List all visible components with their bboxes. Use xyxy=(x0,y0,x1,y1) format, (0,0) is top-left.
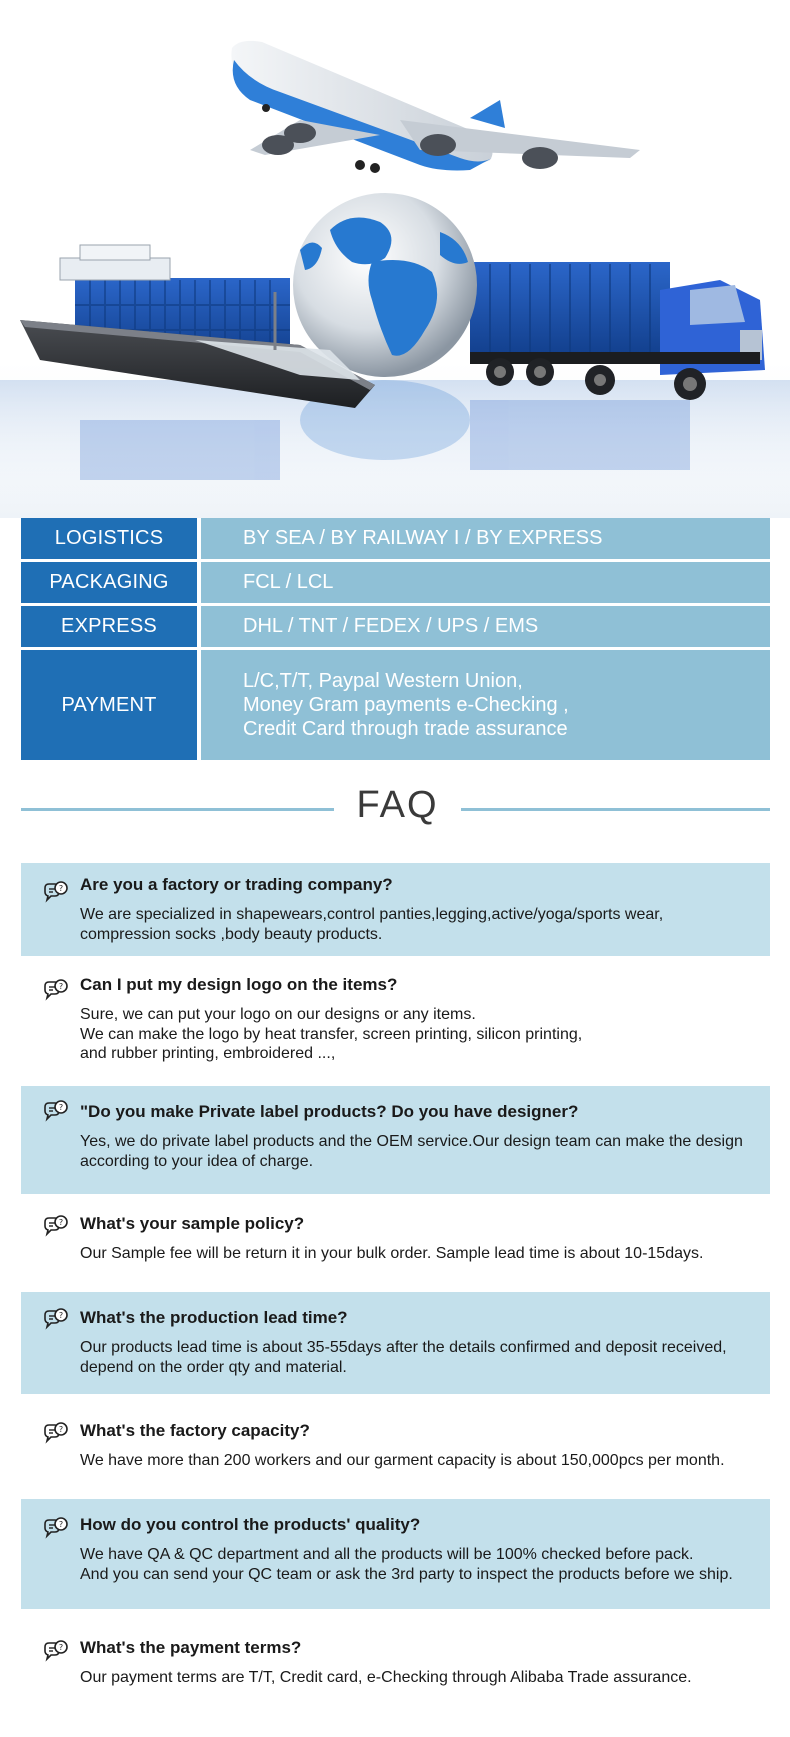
faq-answer: We are specialized in shapewears,control panties,legging,active/yoga/sports wear, compression socks ,body beauty products. xyxy=(80,906,664,943)
packaging-row xyxy=(21,562,770,603)
svg-text:?: ? xyxy=(58,1103,64,1112)
faq-item xyxy=(21,960,770,1082)
svg-text:?: ? xyxy=(58,1218,64,1227)
faq-answer: We have QA & QC department and all the products will be 100% checked before pack. And you can send your QC team or ask the 3rd party to inspect the products before we ship. xyxy=(80,1546,733,1583)
faq-answer: We have more than 200 workers and our garment capacity is about 150,000pcs per month. xyxy=(80,1452,725,1469)
faq-question: How do you control the products' quality? xyxy=(80,1515,421,1534)
logistics-table xyxy=(21,518,770,763)
payment-value: L/C,T/T, Paypal Western Union, Money Gram payments e-Checking , Credit Card through trade assurance xyxy=(201,650,770,760)
faq-item xyxy=(21,1198,770,1290)
express-key: EXPRESS xyxy=(21,606,197,647)
faq-question: Can I put my design logo on the items? xyxy=(80,975,398,994)
payment-key: PAYMENT xyxy=(21,650,197,760)
express-value: DHL / TNT / FEDEX / UPS / EMS xyxy=(201,606,770,647)
airplane-icon xyxy=(231,41,640,173)
faq-question: What's your sample policy? xyxy=(80,1214,305,1233)
question-chat-icon xyxy=(41,1098,69,1126)
hero-illustration xyxy=(0,0,790,518)
divider-right xyxy=(461,808,770,811)
faq-answer: Yes, we do private label products and the OEM service.Our design team can make the design according to your idea of charge. xyxy=(80,1133,743,1170)
hero-banner xyxy=(0,0,790,518)
faq-item xyxy=(21,1086,770,1194)
svg-text:?: ? xyxy=(58,1311,64,1320)
svg-text:?: ? xyxy=(58,1520,64,1529)
packaging-key: PACKAGING xyxy=(21,562,197,603)
faq-answer: Our Sample fee will be return it in your bulk order. Sample lead time is about 10-15days. xyxy=(80,1245,704,1262)
truck-icon xyxy=(470,262,765,400)
faq-item xyxy=(21,1618,770,1713)
logistics-row xyxy=(21,518,770,559)
packaging-value: FCL / LCL xyxy=(201,562,770,603)
logistics-value: BY SEA / BY RAILWAY I / BY EXPRESS xyxy=(201,518,770,559)
question-chat-icon xyxy=(41,1638,69,1666)
faq-answer: Sure, we can put your logo on our designs or any items. We can make the logo by heat transfer, screen printing, silicon printing, and rubber printing, embroidered ..., xyxy=(80,1006,583,1062)
svg-text:?: ? xyxy=(58,1643,64,1652)
question-chat-icon xyxy=(41,1515,69,1543)
faq-question: Are you a factory or trading company? xyxy=(80,875,393,894)
faq-item xyxy=(21,1400,770,1495)
svg-text:?: ? xyxy=(58,982,64,991)
faq-answer: Our products lead time is about 35-55days after the details confirmed and deposit received, depend on the order qty and material. xyxy=(80,1339,727,1376)
svg-text:?: ? xyxy=(58,884,64,893)
divider-left xyxy=(21,808,334,811)
faq-question: What's the factory capacity? xyxy=(80,1421,310,1440)
faq-item xyxy=(21,1499,770,1609)
faq-title: FAQ xyxy=(356,784,439,826)
faq-question: What's the production lead time? xyxy=(80,1308,348,1327)
question-chat-icon xyxy=(41,1306,69,1334)
question-chat-icon xyxy=(41,977,69,1005)
faq-question: What's the payment terms? xyxy=(80,1638,302,1657)
faq-header xyxy=(21,780,770,836)
svg-text:?: ? xyxy=(58,1425,64,1434)
question-chat-icon xyxy=(41,1213,69,1241)
faq-item xyxy=(21,1292,770,1394)
express-row xyxy=(21,606,770,647)
faq-answer: Our payment terms are T/T, Credit card, e-Checking through Alibaba Trade assurance. xyxy=(80,1669,692,1686)
faq-question: "Do you make Private label products? Do you have designer? xyxy=(80,1102,579,1121)
question-chat-icon xyxy=(41,1420,69,1448)
logistics-key: LOGISTICS xyxy=(21,518,197,559)
faq-item xyxy=(21,863,770,956)
payment-row xyxy=(21,650,770,760)
question-chat-icon xyxy=(41,879,69,907)
